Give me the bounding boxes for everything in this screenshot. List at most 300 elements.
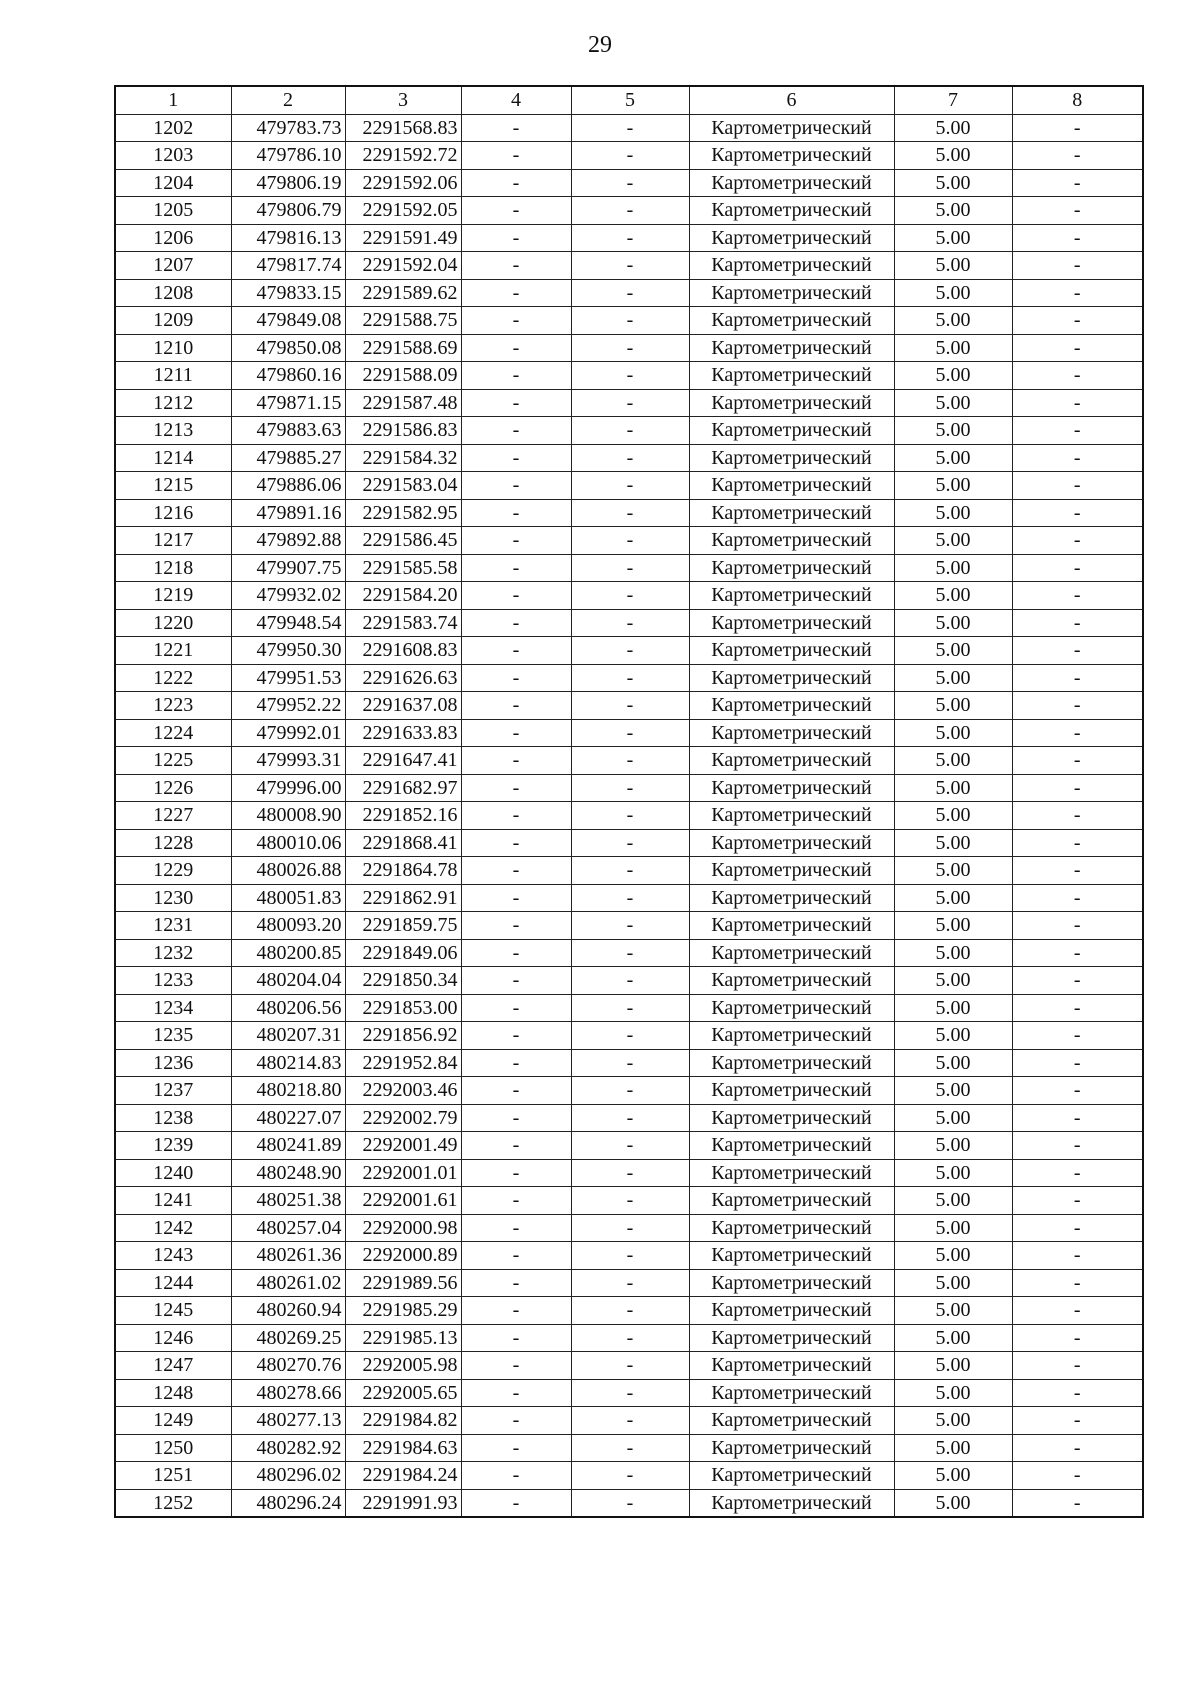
- cell-col-8-value: -: [1012, 912, 1143, 940]
- cell-coord-y: 2291585.58: [345, 554, 461, 582]
- cell-point-number: 1208: [115, 279, 231, 307]
- cell-method: Картометрический: [689, 279, 894, 307]
- cell-accuracy: 5.00: [894, 857, 1012, 885]
- cell-coord-y: 2291859.75: [345, 912, 461, 940]
- cell-point-number: 1214: [115, 444, 231, 472]
- cell-point-number: 1227: [115, 802, 231, 830]
- table-row: [115, 224, 1143, 252]
- cell-col-5-value: -: [571, 637, 689, 665]
- cell-col-5-value: -: [571, 279, 689, 307]
- cell-point-number: 1228: [115, 829, 231, 857]
- cell-coord-y: 2292003.46: [345, 1077, 461, 1105]
- cell-coord-x: 480261.02: [231, 1269, 345, 1297]
- cell-col-8-value: -: [1012, 499, 1143, 527]
- cell-point-number: 1237: [115, 1077, 231, 1105]
- cell-coord-y: 2291586.45: [345, 527, 461, 555]
- cell-col-5-value: -: [571, 994, 689, 1022]
- cell-accuracy: 5.00: [894, 637, 1012, 665]
- cell-coord-y: 2292001.61: [345, 1187, 461, 1215]
- cell-col-4-value: -: [461, 664, 571, 692]
- cell-col-8-value: -: [1012, 747, 1143, 775]
- cell-col-4-value: -: [461, 802, 571, 830]
- cell-col-8-value: -: [1012, 1489, 1143, 1517]
- cell-col-8-value: -: [1012, 389, 1143, 417]
- cell-point-number: 1232: [115, 939, 231, 967]
- table-row: [115, 774, 1143, 802]
- cell-col-5-value: -: [571, 362, 689, 390]
- cell-coord-x: 480008.90: [231, 802, 345, 830]
- table-row: [115, 802, 1143, 830]
- column-header: 3: [345, 86, 461, 114]
- table-row: [115, 279, 1143, 307]
- cell-col-5-value: -: [571, 747, 689, 775]
- cell-method: Картометрический: [689, 334, 894, 362]
- cell-col-4-value: -: [461, 362, 571, 390]
- cell-accuracy: 5.00: [894, 1324, 1012, 1352]
- table-row: [115, 1049, 1143, 1077]
- cell-coord-x: 479806.79: [231, 197, 345, 225]
- table-row: [115, 1434, 1143, 1462]
- cell-col-5-value: -: [571, 1159, 689, 1187]
- cell-col-4-value: -: [461, 114, 571, 142]
- cell-col-8-value: -: [1012, 472, 1143, 500]
- cell-col-5-value: -: [571, 334, 689, 362]
- cell-col-4-value: -: [461, 1104, 571, 1132]
- cell-col-4-value: -: [461, 554, 571, 582]
- table-row: [115, 884, 1143, 912]
- cell-point-number: 1205: [115, 197, 231, 225]
- cell-method: Картометрический: [689, 1242, 894, 1270]
- cell-accuracy: 5.00: [894, 1104, 1012, 1132]
- cell-point-number: 1213: [115, 417, 231, 445]
- table-row: [115, 1269, 1143, 1297]
- cell-col-5-value: -: [571, 499, 689, 527]
- cell-accuracy: 5.00: [894, 1489, 1012, 1517]
- table-row: [115, 939, 1143, 967]
- cell-accuracy: 5.00: [894, 829, 1012, 857]
- cell-col-4-value: -: [461, 1297, 571, 1325]
- cell-method: Картометрический: [689, 994, 894, 1022]
- table-row: [115, 499, 1143, 527]
- cell-method: Картометрический: [689, 582, 894, 610]
- table-row: [115, 747, 1143, 775]
- cell-col-4-value: -: [461, 389, 571, 417]
- cell-coord-y: 2291862.91: [345, 884, 461, 912]
- table-row: [115, 994, 1143, 1022]
- cell-coord-y: 2291592.06: [345, 169, 461, 197]
- table-row: [115, 197, 1143, 225]
- cell-accuracy: 5.00: [894, 1187, 1012, 1215]
- cell-coord-x: 480296.02: [231, 1462, 345, 1490]
- cell-col-8-value: -: [1012, 362, 1143, 390]
- cell-col-4-value: -: [461, 1242, 571, 1270]
- cell-point-number: 1230: [115, 884, 231, 912]
- cell-coord-y: 2292005.65: [345, 1379, 461, 1407]
- cell-method: Картометрический: [689, 884, 894, 912]
- cell-accuracy: 5.00: [894, 1407, 1012, 1435]
- cell-accuracy: 5.00: [894, 967, 1012, 995]
- cell-coord-y: 2291868.41: [345, 829, 461, 857]
- cell-accuracy: 5.00: [894, 554, 1012, 582]
- cell-col-5-value: -: [571, 1379, 689, 1407]
- cell-coord-x: 479850.08: [231, 334, 345, 362]
- cell-accuracy: 5.00: [894, 252, 1012, 280]
- cell-col-4-value: -: [461, 444, 571, 472]
- cell-col-5-value: -: [571, 719, 689, 747]
- cell-coord-y: 2291849.06: [345, 939, 461, 967]
- cell-method: Картометрический: [689, 857, 894, 885]
- cell-col-5-value: -: [571, 224, 689, 252]
- cell-col-5-value: -: [571, 389, 689, 417]
- cell-coord-x: 480026.88: [231, 857, 345, 885]
- cell-coord-y: 2291984.24: [345, 1462, 461, 1490]
- cell-point-number: 1221: [115, 637, 231, 665]
- cell-coord-x: 480269.25: [231, 1324, 345, 1352]
- cell-col-4-value: -: [461, 527, 571, 555]
- cell-col-8-value: -: [1012, 1049, 1143, 1077]
- cell-point-number: 1233: [115, 967, 231, 995]
- cell-point-number: 1239: [115, 1132, 231, 1160]
- cell-point-number: 1251: [115, 1462, 231, 1490]
- cell-col-5-value: -: [571, 1104, 689, 1132]
- cell-col-8-value: -: [1012, 1297, 1143, 1325]
- column-header: 5: [571, 86, 689, 114]
- header-row: [115, 86, 1143, 114]
- cell-coord-x: 480251.38: [231, 1187, 345, 1215]
- table-row: [115, 554, 1143, 582]
- cell-coord-x: 479886.06: [231, 472, 345, 500]
- cell-method: Картометрический: [689, 1462, 894, 1490]
- cell-col-8-value: -: [1012, 1077, 1143, 1105]
- cell-accuracy: 5.00: [894, 1269, 1012, 1297]
- cell-coord-x: 480051.83: [231, 884, 345, 912]
- cell-accuracy: 5.00: [894, 884, 1012, 912]
- table-body: [115, 114, 1143, 1517]
- cell-col-8-value: -: [1012, 582, 1143, 610]
- cell-coord-y: 2291984.82: [345, 1407, 461, 1435]
- cell-accuracy: 5.00: [894, 1022, 1012, 1050]
- cell-col-4-value: -: [461, 994, 571, 1022]
- cell-col-5-value: -: [571, 1022, 689, 1050]
- cell-coord-y: 2292001.01: [345, 1159, 461, 1187]
- cell-col-4-value: -: [461, 1352, 571, 1380]
- cell-point-number: 1204: [115, 169, 231, 197]
- cell-method: Картометрический: [689, 417, 894, 445]
- cell-col-8-value: -: [1012, 994, 1143, 1022]
- cell-col-5-value: -: [571, 114, 689, 142]
- cell-coord-x: 480261.36: [231, 1242, 345, 1270]
- cell-point-number: 1216: [115, 499, 231, 527]
- cell-accuracy: 5.00: [894, 1462, 1012, 1490]
- cell-col-4-value: -: [461, 169, 571, 197]
- cell-method: Картометрический: [689, 1077, 894, 1105]
- cell-col-4-value: -: [461, 417, 571, 445]
- cell-coord-y: 2292002.79: [345, 1104, 461, 1132]
- cell-method: Картометрический: [689, 802, 894, 830]
- cell-coord-y: 2291853.00: [345, 994, 461, 1022]
- cell-col-5-value: -: [571, 1187, 689, 1215]
- cell-coord-y: 2291587.48: [345, 389, 461, 417]
- cell-coord-y: 2291626.63: [345, 664, 461, 692]
- cell-col-5-value: -: [571, 1407, 689, 1435]
- cell-col-5-value: -: [571, 444, 689, 472]
- cell-col-8-value: -: [1012, 307, 1143, 335]
- cell-accuracy: 5.00: [894, 1297, 1012, 1325]
- cell-col-8-value: -: [1012, 1407, 1143, 1435]
- cell-col-5-value: -: [571, 307, 689, 335]
- cell-coord-x: 479892.88: [231, 527, 345, 555]
- table-row: [115, 472, 1143, 500]
- cell-coord-y: 2291592.72: [345, 142, 461, 170]
- cell-point-number: 1249: [115, 1407, 231, 1435]
- cell-col-8-value: -: [1012, 1104, 1143, 1132]
- cell-accuracy: 5.00: [894, 417, 1012, 445]
- table-row: [115, 1462, 1143, 1490]
- cell-col-8-value: -: [1012, 252, 1143, 280]
- cell-coord-y: 2291586.83: [345, 417, 461, 445]
- cell-col-5-value: -: [571, 802, 689, 830]
- cell-coord-x: 479833.15: [231, 279, 345, 307]
- cell-method: Картометрический: [689, 472, 894, 500]
- cell-point-number: 1244: [115, 1269, 231, 1297]
- cell-method: Картометрический: [689, 1214, 894, 1242]
- cell-col-4-value: -: [461, 1489, 571, 1517]
- cell-method: Картометрический: [689, 1104, 894, 1132]
- cell-col-4-value: -: [461, 912, 571, 940]
- cell-accuracy: 5.00: [894, 307, 1012, 335]
- cell-col-8-value: -: [1012, 334, 1143, 362]
- cell-coord-y: 2292005.98: [345, 1352, 461, 1380]
- cell-method: Картометрический: [689, 1407, 894, 1435]
- cell-col-8-value: -: [1012, 1187, 1143, 1215]
- cell-col-5-value: -: [571, 527, 689, 555]
- table-row: [115, 142, 1143, 170]
- cell-point-number: 1245: [115, 1297, 231, 1325]
- cell-col-5-value: -: [571, 1324, 689, 1352]
- cell-point-number: 1241: [115, 1187, 231, 1215]
- cell-col-5-value: -: [571, 169, 689, 197]
- table-row: [115, 169, 1143, 197]
- cell-col-5-value: -: [571, 1242, 689, 1270]
- cell-method: Картометрический: [689, 609, 894, 637]
- cell-accuracy: 5.00: [894, 912, 1012, 940]
- cell-coord-x: 479786.10: [231, 142, 345, 170]
- cell-point-number: 1217: [115, 527, 231, 555]
- cell-col-8-value: -: [1012, 1462, 1143, 1490]
- coordinates-table: [114, 85, 1144, 1518]
- cell-col-8-value: -: [1012, 1159, 1143, 1187]
- table-row: [115, 1132, 1143, 1160]
- cell-accuracy: 5.00: [894, 169, 1012, 197]
- cell-col-8-value: -: [1012, 829, 1143, 857]
- cell-coord-x: 479950.30: [231, 637, 345, 665]
- cell-col-4-value: -: [461, 1132, 571, 1160]
- cell-col-8-value: -: [1012, 114, 1143, 142]
- cell-point-number: 1238: [115, 1104, 231, 1132]
- cell-point-number: 1226: [115, 774, 231, 802]
- cell-col-4-value: -: [461, 307, 571, 335]
- cell-col-8-value: -: [1012, 197, 1143, 225]
- cell-point-number: 1224: [115, 719, 231, 747]
- cell-coord-y: 2291583.74: [345, 609, 461, 637]
- cell-point-number: 1219: [115, 582, 231, 610]
- cell-coord-y: 2291637.08: [345, 692, 461, 720]
- cell-coord-x: 479907.75: [231, 554, 345, 582]
- cell-method: Картометрический: [689, 1187, 894, 1215]
- cell-col-5-value: -: [571, 1269, 689, 1297]
- cell-col-4-value: -: [461, 829, 571, 857]
- cell-coord-y: 2291591.49: [345, 224, 461, 252]
- cell-coord-y: 2292000.98: [345, 1214, 461, 1242]
- table-row: [115, 1379, 1143, 1407]
- cell-method: Картометрический: [689, 1489, 894, 1517]
- cell-coord-x: 479883.63: [231, 417, 345, 445]
- cell-method: Картометрический: [689, 362, 894, 390]
- cell-coord-y: 2291682.97: [345, 774, 461, 802]
- cell-coord-y: 2291989.56: [345, 1269, 461, 1297]
- cell-accuracy: 5.00: [894, 802, 1012, 830]
- cell-accuracy: 5.00: [894, 1159, 1012, 1187]
- cell-accuracy: 5.00: [894, 527, 1012, 555]
- cell-accuracy: 5.00: [894, 1132, 1012, 1160]
- cell-point-number: 1207: [115, 252, 231, 280]
- page-number: 29: [588, 32, 612, 58]
- cell-col-8-value: -: [1012, 609, 1143, 637]
- cell-coord-x: 480270.76: [231, 1352, 345, 1380]
- column-header: 8: [1012, 86, 1143, 114]
- cell-accuracy: 5.00: [894, 197, 1012, 225]
- cell-method: Картометрический: [689, 307, 894, 335]
- cell-point-number: 1211: [115, 362, 231, 390]
- cell-point-number: 1218: [115, 554, 231, 582]
- cell-point-number: 1236: [115, 1049, 231, 1077]
- cell-col-8-value: -: [1012, 142, 1143, 170]
- cell-point-number: 1252: [115, 1489, 231, 1517]
- cell-point-number: 1246: [115, 1324, 231, 1352]
- cell-accuracy: 5.00: [894, 1379, 1012, 1407]
- cell-col-8-value: -: [1012, 527, 1143, 555]
- cell-method: Картометрический: [689, 554, 894, 582]
- cell-coord-x: 480260.94: [231, 1297, 345, 1325]
- cell-method: Картометрический: [689, 664, 894, 692]
- cell-accuracy: 5.00: [894, 389, 1012, 417]
- cell-coord-y: 2291588.09: [345, 362, 461, 390]
- cell-col-5-value: -: [571, 664, 689, 692]
- table-row: [115, 417, 1143, 445]
- cell-point-number: 1206: [115, 224, 231, 252]
- table-row: [115, 114, 1143, 142]
- cell-col-4-value: -: [461, 1407, 571, 1435]
- cell-coord-y: 2291864.78: [345, 857, 461, 885]
- table-row: [115, 1352, 1143, 1380]
- cell-coord-x: 480227.07: [231, 1104, 345, 1132]
- cell-col-4-value: -: [461, 1022, 571, 1050]
- cell-col-4-value: -: [461, 1462, 571, 1490]
- cell-point-number: 1212: [115, 389, 231, 417]
- cell-col-4-value: -: [461, 1049, 571, 1077]
- cell-method: Картометрический: [689, 444, 894, 472]
- table-row: [115, 967, 1143, 995]
- cell-method: Картометрический: [689, 142, 894, 170]
- cell-col-4-value: -: [461, 609, 571, 637]
- cell-method: Картометрический: [689, 114, 894, 142]
- column-header: 6: [689, 86, 894, 114]
- cell-col-5-value: -: [571, 554, 689, 582]
- cell-col-4-value: -: [461, 197, 571, 225]
- cell-method: Картометрический: [689, 499, 894, 527]
- cell-accuracy: 5.00: [894, 609, 1012, 637]
- cell-method: Картометрический: [689, 719, 894, 747]
- cell-point-number: 1202: [115, 114, 231, 142]
- cell-col-4-value: -: [461, 472, 571, 500]
- cell-col-8-value: -: [1012, 1434, 1143, 1462]
- cell-point-number: 1225: [115, 747, 231, 775]
- cell-coord-y: 2291856.92: [345, 1022, 461, 1050]
- cell-method: Картометрический: [689, 197, 894, 225]
- cell-accuracy: 5.00: [894, 664, 1012, 692]
- cell-col-8-value: -: [1012, 444, 1143, 472]
- cell-point-number: 1229: [115, 857, 231, 885]
- cell-method: Картометрический: [689, 1022, 894, 1050]
- cell-coord-x: 480248.90: [231, 1159, 345, 1187]
- cell-coord-x: 480010.06: [231, 829, 345, 857]
- cell-accuracy: 5.00: [894, 582, 1012, 610]
- cell-method: Картометрический: [689, 967, 894, 995]
- table-row: [115, 334, 1143, 362]
- cell-coord-x: 479806.19: [231, 169, 345, 197]
- cell-col-8-value: -: [1012, 857, 1143, 885]
- cell-col-5-value: -: [571, 857, 689, 885]
- cell-col-8-value: -: [1012, 554, 1143, 582]
- cell-method: Картометрический: [689, 1049, 894, 1077]
- cell-method: Картометрический: [689, 747, 894, 775]
- cell-method: Картометрический: [689, 1159, 894, 1187]
- cell-method: Картометрический: [689, 1269, 894, 1297]
- cell-coord-x: 479849.08: [231, 307, 345, 335]
- cell-point-number: 1210: [115, 334, 231, 362]
- cell-coord-x: 480093.20: [231, 912, 345, 940]
- cell-col-5-value: -: [571, 912, 689, 940]
- cell-method: Картометрический: [689, 939, 894, 967]
- table-row: [115, 637, 1143, 665]
- cell-col-4-value: -: [461, 142, 571, 170]
- cell-col-8-value: -: [1012, 967, 1143, 995]
- table-row: [115, 609, 1143, 637]
- cell-col-4-value: -: [461, 1324, 571, 1352]
- cell-col-5-value: -: [571, 1049, 689, 1077]
- cell-coord-y: 2291985.13: [345, 1324, 461, 1352]
- cell-col-4-value: -: [461, 939, 571, 967]
- cell-coord-x: 479932.02: [231, 582, 345, 610]
- table-row: [115, 1104, 1143, 1132]
- column-header: 7: [894, 86, 1012, 114]
- cell-point-number: 1220: [115, 609, 231, 637]
- cell-coord-x: 479952.22: [231, 692, 345, 720]
- cell-point-number: 1240: [115, 1159, 231, 1187]
- cell-method: Картометрический: [689, 637, 894, 665]
- cell-coord-x: 479816.13: [231, 224, 345, 252]
- table-row: [115, 1242, 1143, 1270]
- cell-point-number: 1242: [115, 1214, 231, 1242]
- cell-coord-y: 2291608.83: [345, 637, 461, 665]
- cell-col-8-value: -: [1012, 1022, 1143, 1050]
- cell-method: Картометрический: [689, 527, 894, 555]
- cell-col-8-value: -: [1012, 279, 1143, 307]
- cell-method: Картометрический: [689, 912, 894, 940]
- cell-coord-y: 2291588.69: [345, 334, 461, 362]
- cell-col-8-value: -: [1012, 664, 1143, 692]
- column-header: 4: [461, 86, 571, 114]
